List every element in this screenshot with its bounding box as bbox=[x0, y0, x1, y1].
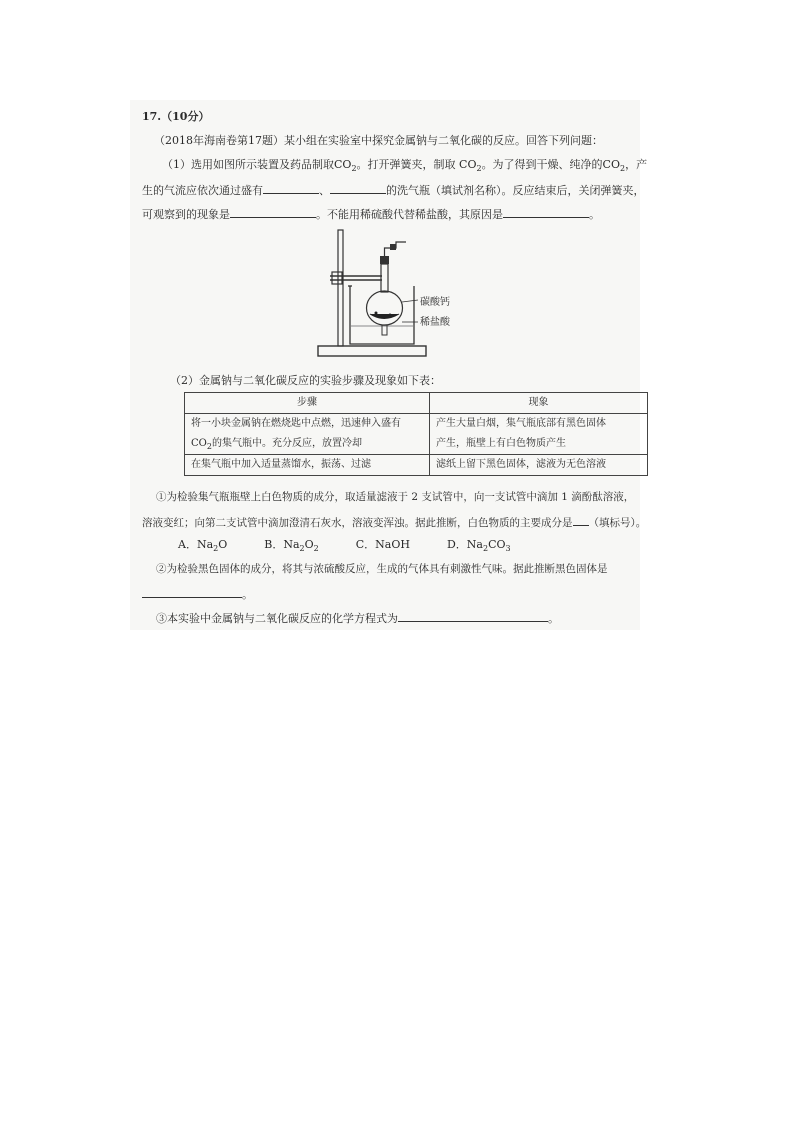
answer-blank[interactable] bbox=[142, 586, 242, 598]
question-part2-3: ③本实验中金属钠与二氧化碳反应的化学方程式为 。 bbox=[156, 612, 559, 625]
answer-blank[interactable] bbox=[503, 206, 589, 218]
table-row bbox=[185, 455, 648, 476]
answer-blank[interactable] bbox=[263, 182, 319, 194]
stand-rod bbox=[338, 230, 343, 346]
question-part2-1-line1: ①为检验集气瓶瓶壁上白色物质的成分，取适量滤液于 2 支试管中，向一支试管中滴加 1 滴酚酞溶液， bbox=[156, 491, 635, 503]
steps-table bbox=[184, 392, 648, 476]
header-observations: 现象 bbox=[430, 393, 648, 414]
option-b[interactable]: B．$Na_2O_2$ bbox=[264, 538, 319, 554]
bulb-tip bbox=[382, 325, 387, 335]
table-cell: 产生大量白烟，集气瓶底部有黑色固体 产生，瓶壁上有白色物质产生 bbox=[430, 414, 648, 455]
table-row bbox=[185, 414, 648, 455]
answer-blank[interactable] bbox=[330, 182, 386, 194]
question-number: 17.（10分） bbox=[142, 110, 210, 123]
question-part2-1-line2: 溶液变红；向第二支试管中滴加澄清石灰水，溶液变浑浊。据此推断，白色物质的主要成分是 （填标号）。 bbox=[142, 514, 646, 530]
part1-line2: 生的气流应依次通过盛有 、 的洗气瓶（填试剂名称）。反应结束后，关闭弹簧夹， bbox=[142, 184, 645, 197]
part2-intro: （2）金属钠与二氧化碳反应的实验步骤及现象如下表： bbox=[170, 374, 441, 387]
question-part2-2-line1: ②为检验黑色固体的成分，将其与浓硫酸反应，生成的气体具有刺激性气味。据此推断黑色固体是 bbox=[156, 563, 608, 575]
spring-clip bbox=[390, 244, 396, 250]
question-part2-2-line2: 。 bbox=[142, 586, 253, 602]
answer-options bbox=[178, 538, 511, 552]
answer-blank[interactable] bbox=[230, 206, 316, 218]
apparatus-figure bbox=[310, 228, 480, 363]
calcium-carbonate bbox=[370, 314, 399, 319]
option-a[interactable]: A．$Na_2O$ bbox=[178, 538, 228, 554]
bulb bbox=[367, 291, 403, 325]
question-intro: （2018年海南卷第17题）某小组在实验室中探究金属钠与二氧化碳的反应。回答下列问题： bbox=[154, 134, 603, 147]
table-cell: 滤纸上留下黑色固体，滤液为无色溶液 bbox=[430, 455, 648, 476]
answer-blank[interactable] bbox=[573, 514, 589, 526]
part1-line1: （1）选用如图所示装置及药品制取$CO_2$。打开弹簧夹，制取 $CO_2$。为了得到干燥、纯净的$CO_2$，产 bbox=[162, 158, 648, 174]
option-d[interactable]: D．$Na_2CO_3$ bbox=[446, 538, 511, 554]
table-cell: 将一小块金属钠在燃烧匙中点燃，迅速伸入盛有 $CO_2$的集气瓶中。充分反应，放置冷却 bbox=[185, 414, 430, 455]
header-steps: 步骤 bbox=[185, 393, 430, 414]
stand-base bbox=[318, 346, 426, 356]
option-c[interactable]: C．NaOH bbox=[355, 538, 410, 551]
label-dilute-hcl: 稀盐酸 bbox=[420, 317, 450, 328]
label-calcium-carbonate: 碳酸钙 bbox=[420, 297, 450, 308]
table-cell: 在集气瓶中加入适量蒸馏水，振荡、过滤 bbox=[185, 455, 430, 476]
tube-neck bbox=[381, 264, 388, 292]
answer-blank[interactable] bbox=[398, 610, 548, 622]
clamp-knob bbox=[332, 272, 342, 284]
part1-line3: 可观察到的现象是 。不能用稀硫酸代替稀盐酸，其原因是 。 bbox=[142, 208, 600, 221]
